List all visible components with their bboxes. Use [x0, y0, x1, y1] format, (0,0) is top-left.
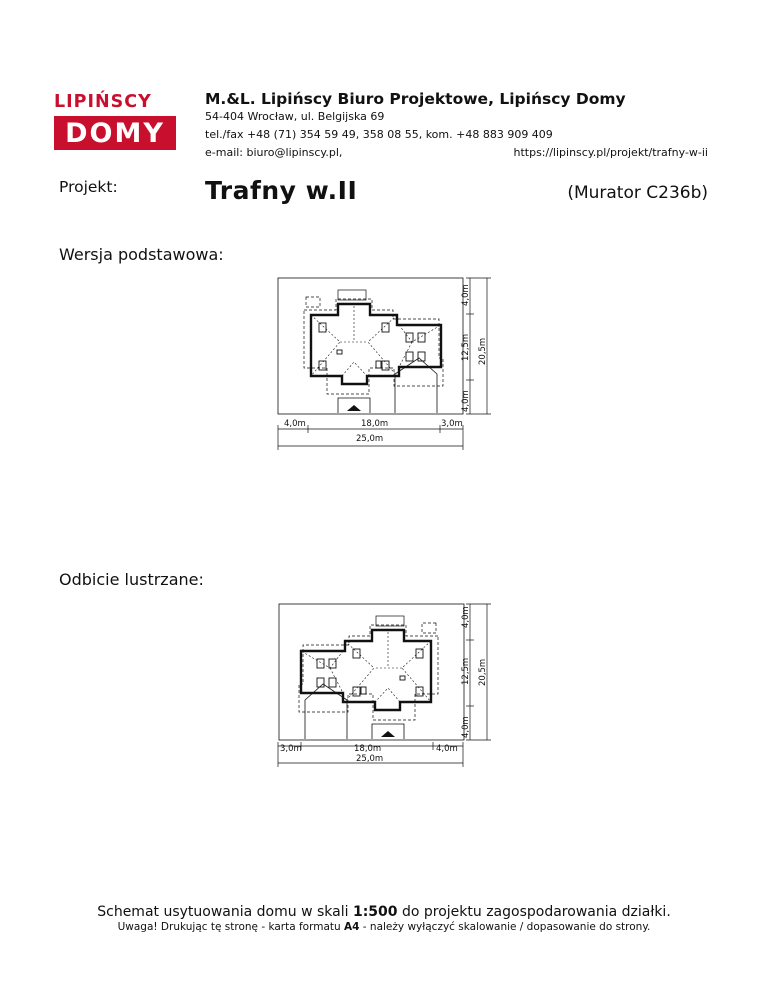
company-logo	[54, 92, 176, 154]
basic-version-title: Wersja podstawowa:	[59, 245, 224, 264]
dim-top: 4,0m	[461, 284, 471, 306]
dim-depth: 12,5m	[461, 333, 471, 361]
dim-total: 25,0m	[356, 434, 384, 444]
basic-site-plan	[0, 270, 768, 480]
company-name: M.&L. Lipińscy Biuro Projektowe, Lipińscy Domy	[205, 90, 626, 108]
mirror-dim-bottom: 4,0m	[461, 716, 471, 738]
mirror-dim-total: 25,0m	[356, 754, 384, 764]
scale-value: 1:500	[352, 904, 398, 920]
company-address: 54-404 Wrocław, ul. Belgijska 69	[205, 110, 385, 123]
mirror-dim-depth: 12,5m	[461, 657, 471, 685]
mirror-site-plan	[0, 596, 768, 806]
company-email[interactable]: e-mail: biuro@lipinscy.pl,	[205, 146, 343, 159]
mirror-dim-middle: 18,0m	[354, 744, 382, 754]
dim-right: 3,0m	[441, 419, 463, 429]
dim-depth-total: 20,5m	[478, 337, 488, 365]
mirror-dim-right: 4,0m	[436, 744, 458, 754]
company-phone: tel./fax +48 (71) 354 59 49, 358 08 55, kom. +48 883 909 409	[205, 128, 553, 141]
mirror-dim-top: 4,0m	[461, 606, 471, 628]
project-name: Trafny w.II	[205, 176, 358, 205]
logo-text-box: DOMY	[54, 116, 176, 150]
dim-middle: 18,0m	[361, 419, 389, 429]
scale-note-post: do projektu zagospodarowania działki.	[397, 904, 671, 920]
print-warning-pre: Uwaga! Drukując tę stronę - karta formatu	[117, 921, 345, 933]
project-url[interactable]: https://lipinscy.pl/projekt/trafny-w-ii	[513, 146, 708, 159]
scale-note-pre: Schemat usytuowania domu w skali	[97, 904, 353, 920]
dim-bottom: 4,0m	[461, 390, 471, 412]
project-label: Projekt:	[59, 178, 118, 196]
paper-format: A4	[344, 921, 360, 933]
roof-outline	[304, 299, 443, 394]
logo-text-top: LIPIŃSCY	[54, 92, 152, 112]
project-reference: (Murator C236b)	[567, 183, 708, 203]
entrance-marker	[347, 405, 361, 411]
print-warning	[0, 921, 768, 933]
mirror-version-title: Odbicie lustrzane:	[59, 570, 204, 589]
dim-left: 4,0m	[284, 419, 306, 429]
house-footprint	[311, 304, 441, 384]
mirror-dim-left: 3,0m	[280, 744, 302, 754]
mirror-dim-depth-total: 20,5m	[478, 658, 488, 686]
print-warning-post: - należy wyłączyć skalowanie / dopasowanie do strony.	[359, 921, 651, 933]
scale-note	[0, 904, 768, 920]
